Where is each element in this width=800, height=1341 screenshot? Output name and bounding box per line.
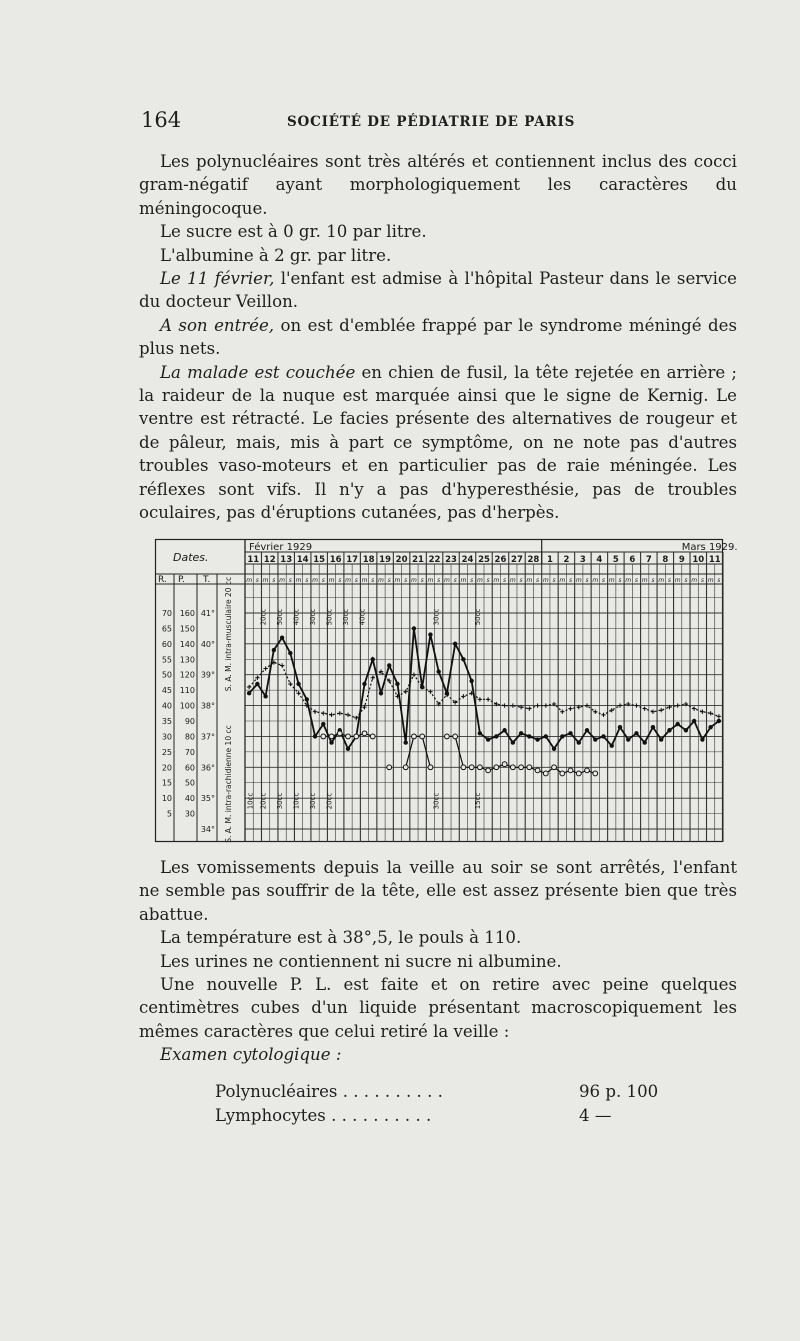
half-day-label: s xyxy=(371,577,375,584)
paragraph xyxy=(139,1043,737,1066)
temperature-point xyxy=(412,626,416,630)
pulse-point xyxy=(288,682,292,686)
chart-title: Dates. xyxy=(173,551,209,564)
dose-label: 40cc xyxy=(292,608,301,626)
pulse-point xyxy=(354,716,358,720)
temperature-point xyxy=(379,691,383,695)
temperature-point xyxy=(618,725,622,729)
respiration-point xyxy=(354,734,359,739)
half-day-label: m xyxy=(608,577,615,584)
temperature-point xyxy=(255,682,259,686)
resp-tick: 10 xyxy=(161,794,172,804)
respiration-point xyxy=(403,765,408,770)
half-day-label: m xyxy=(443,577,450,584)
paragraph: La température est à 38°,5, le pouls à 110. xyxy=(160,928,522,948)
half-day-label: s xyxy=(552,577,556,584)
pulse-point xyxy=(338,711,342,715)
pulse-point xyxy=(502,703,506,707)
half-day-label: s xyxy=(486,577,490,584)
respiration-point xyxy=(502,762,507,767)
pulse-point xyxy=(461,694,465,698)
dose-label: 10cc xyxy=(292,792,301,810)
temperature-point xyxy=(610,743,614,747)
date-label: 26 xyxy=(494,555,507,565)
pulse-tick: 90 xyxy=(184,717,195,726)
respiration-point xyxy=(337,731,342,736)
paragraph xyxy=(139,314,737,361)
pulse-point xyxy=(601,713,605,717)
temp-tick: 39° xyxy=(200,670,215,680)
resp-tick: 50 xyxy=(161,670,172,680)
temperature-point xyxy=(519,731,523,735)
pulse-point xyxy=(486,697,490,701)
dose-label: 50cc xyxy=(473,608,482,626)
respiration-point xyxy=(477,765,482,770)
respiration-point xyxy=(568,768,573,773)
dose-label: 50cc xyxy=(325,608,334,626)
half-day-label: m xyxy=(394,577,401,584)
pulse-tick: 50 xyxy=(184,778,195,788)
dose-label: 30cc xyxy=(308,608,317,626)
paragraph-text: on est d'emblée frappé par le syndrome méningé des plus nets. xyxy=(139,315,737,359)
temperature-point xyxy=(436,669,440,673)
pulse-point xyxy=(280,663,284,667)
temperature-point xyxy=(700,737,704,741)
half-day-label: m xyxy=(411,577,417,584)
date-label: 14 xyxy=(296,555,309,565)
half-day-label: m xyxy=(312,577,318,584)
temp-tick: 36° xyxy=(200,763,215,773)
dose-label: 30cc xyxy=(275,792,284,810)
pulse-point xyxy=(412,673,416,677)
dose-label: 30cc xyxy=(432,608,441,626)
pulse-point xyxy=(700,710,704,714)
half-day-label: s xyxy=(255,577,259,584)
half-day-label: s xyxy=(305,577,309,584)
respiration-point xyxy=(412,734,417,739)
dose-label: 15cc xyxy=(473,792,482,810)
pulse-point xyxy=(544,703,548,707)
half-day-label: m xyxy=(460,577,467,584)
pulse-point xyxy=(560,710,564,714)
paragraph: Les vomissements depuis la veille au soir se sont arrêtés, l'enfant ne semble pas souffrir de la tête, elle est assez présente bien que très abattue. xyxy=(139,858,737,924)
pulse-point xyxy=(346,713,350,717)
temperature-point xyxy=(535,737,539,741)
half-day-label: m xyxy=(493,577,500,584)
pulse-header: P. xyxy=(178,575,185,585)
respiration-point xyxy=(535,768,540,773)
cytology-row xyxy=(215,1080,675,1104)
date-label: 5 xyxy=(612,555,619,565)
dose-label: 30cc xyxy=(341,608,350,626)
respiration-point xyxy=(370,734,375,739)
respiration-point xyxy=(560,771,565,776)
half-day-label: s xyxy=(470,577,474,584)
respiration-point xyxy=(461,765,466,770)
half-day-label: m xyxy=(328,577,335,584)
pulse-point xyxy=(675,703,679,707)
pulse-point xyxy=(708,711,712,715)
dose-label: 10cc xyxy=(246,792,255,810)
resp-tick: 45 xyxy=(161,686,172,696)
temp-tick: 38° xyxy=(200,701,215,711)
pulse-point xyxy=(296,691,300,695)
respiration-point xyxy=(527,765,532,770)
half-day-label: s xyxy=(272,577,276,584)
date-label: 25 xyxy=(478,555,490,565)
pulse-point xyxy=(568,706,572,710)
date-label: 15 xyxy=(313,555,326,565)
page-header xyxy=(141,108,591,138)
temp-tick: 40° xyxy=(200,639,215,649)
temperature-point xyxy=(469,679,473,683)
temperature-point xyxy=(478,731,482,735)
temperature-point xyxy=(568,731,572,735)
half-day-label: m xyxy=(674,577,681,584)
half-day-label: m xyxy=(345,577,351,584)
temperature-point xyxy=(329,740,333,744)
date-label: 2 xyxy=(563,555,570,565)
date-label: 11 xyxy=(708,555,721,565)
half-day-label: s xyxy=(535,577,540,584)
temp-tick: 35° xyxy=(200,794,215,804)
pulse-point xyxy=(535,703,539,707)
resp-tick: 40 xyxy=(161,701,172,711)
date-label: 24 xyxy=(461,555,474,565)
temperature-point xyxy=(626,737,630,741)
half-day-label: s xyxy=(354,577,358,584)
pulse-point xyxy=(643,706,647,710)
resp-tick: 20 xyxy=(161,763,172,773)
pulse-point xyxy=(247,685,251,689)
half-day-label: m xyxy=(262,577,269,584)
paragraph xyxy=(139,267,737,314)
half-day-label: s xyxy=(288,577,292,584)
date-label: 19 xyxy=(379,555,392,565)
temperature-point xyxy=(280,635,284,639)
pulse-tick: 60 xyxy=(184,763,195,773)
half-day-label: s xyxy=(568,577,573,584)
temperature-point xyxy=(667,728,671,732)
pulse-tick: 40 xyxy=(184,794,195,804)
respiration-point xyxy=(486,768,491,773)
date-label: 9 xyxy=(678,555,685,565)
temperature-point xyxy=(527,734,531,738)
paragraph: Le sucre est à 0 gr. 10 par litre. xyxy=(160,222,427,242)
temperature-point xyxy=(708,725,712,729)
temperature-point xyxy=(305,697,309,701)
temp-tick: 34° xyxy=(200,825,215,834)
dose-label: 20cc xyxy=(325,792,334,810)
respiration-point xyxy=(420,734,425,739)
temperature-point xyxy=(404,740,408,744)
respiration-point xyxy=(510,765,515,770)
paragraph-text: l'enfant est admise à l'hôpital Pasteur dans le service du docteur Veillon. xyxy=(139,269,737,312)
date-label: 1 xyxy=(546,555,553,565)
paragraph: Les polynucléaires sont très altérés et contiennent inclus des cocci gram-négatif ayant morphologiquement les caractères du méningocoque. xyxy=(139,152,737,218)
temperature-point xyxy=(371,657,375,661)
date-label: 18 xyxy=(362,555,375,565)
respiration-point xyxy=(469,765,474,770)
respiration-point xyxy=(387,765,392,770)
pulse-point xyxy=(511,703,515,707)
resp-tick: 55 xyxy=(161,655,172,665)
half-day-label: s xyxy=(700,577,704,584)
date-label: 16 xyxy=(329,555,342,565)
half-day-label: s xyxy=(717,577,721,584)
cytology-value: 4 — xyxy=(579,1106,612,1125)
half-day-label: s xyxy=(684,577,688,584)
page-number: 164 xyxy=(141,108,182,132)
temperature-point xyxy=(321,722,325,726)
date-label: 7 xyxy=(645,555,652,565)
cytology-row xyxy=(215,1104,675,1128)
temperature-point xyxy=(395,682,399,686)
pulse-point xyxy=(321,711,325,715)
pulse-tick: 140 xyxy=(179,639,195,649)
half-day-label: s xyxy=(321,577,325,584)
respiration-point xyxy=(428,765,433,770)
half-day-label: s xyxy=(503,577,507,584)
resp-tick: 65 xyxy=(161,624,172,634)
pulse-tick: 160 xyxy=(179,609,195,618)
pulse-point xyxy=(659,708,663,712)
resp-tick: 35 xyxy=(161,717,172,726)
running-title: SOCIÉTÉ DE PÉDIATRIE DE PARIS xyxy=(287,114,576,130)
pulse-tick: 110 xyxy=(179,686,195,696)
half-day-label: m xyxy=(246,577,253,584)
half-day-label: m xyxy=(707,577,714,584)
temperature-point xyxy=(675,722,679,726)
half-day-label: s xyxy=(404,577,408,584)
date-label: 17 xyxy=(346,555,359,565)
half-day-label: m xyxy=(361,577,368,584)
half-day-label: m xyxy=(295,577,302,584)
temperature-point xyxy=(494,734,498,738)
italic-heading: Examen cytologique : xyxy=(160,1045,342,1065)
cytology-value: 96 p. 100 xyxy=(579,1082,659,1101)
half-day-label: m xyxy=(641,577,648,584)
respiration-point xyxy=(593,771,598,776)
half-day-label: m xyxy=(542,577,549,584)
resp-tick: 70 xyxy=(161,609,172,618)
half-day-label: s xyxy=(437,577,441,584)
temperature-point xyxy=(272,648,276,652)
respiration-point xyxy=(519,765,524,770)
half-day-label: s xyxy=(667,577,672,584)
intro-text xyxy=(139,150,737,525)
respiration-point xyxy=(585,768,590,773)
pulse-tick: 120 xyxy=(179,670,195,680)
pulse-point xyxy=(527,706,531,710)
temperature-point xyxy=(453,642,457,646)
half-day-label: m xyxy=(658,577,665,584)
temperature-point xyxy=(692,719,696,723)
dose-label: 40cc xyxy=(358,608,367,626)
half-day-label: m xyxy=(427,577,434,584)
pulse-tick: 150 xyxy=(179,624,195,634)
respiration-point xyxy=(552,765,557,770)
resp-header: R. xyxy=(158,575,167,585)
italic-lead: Le 11 février, xyxy=(160,269,275,289)
pulse-point xyxy=(313,710,317,714)
respiration-point xyxy=(362,731,367,736)
pulse-point xyxy=(651,710,655,714)
temperature-point xyxy=(560,734,564,738)
date-label: 20 xyxy=(395,555,408,565)
half-day-label: m xyxy=(575,577,582,584)
dose-label: 20cc xyxy=(259,608,268,626)
temperature-point xyxy=(717,719,721,723)
date-label: 8 xyxy=(662,555,669,565)
half-day-label: m xyxy=(592,577,599,584)
temperature-point xyxy=(461,657,465,661)
pulse-point xyxy=(255,676,259,680)
pulse-point xyxy=(717,714,721,718)
half-day-label: s xyxy=(519,577,523,584)
temperature-chart xyxy=(155,539,738,844)
half-day-label: s xyxy=(651,577,655,584)
half-day-label: s xyxy=(634,577,639,584)
temperature-point xyxy=(544,734,548,738)
pulse-tick: 100 xyxy=(179,701,195,711)
temperature-point xyxy=(684,728,688,732)
half-day-label: s xyxy=(338,577,342,584)
half-day-label: s xyxy=(618,577,622,584)
date-label: 23 xyxy=(445,555,457,565)
pulse-tick: 80 xyxy=(184,732,195,742)
respiration-point xyxy=(453,734,458,739)
pulse-tick: 30 xyxy=(184,809,195,819)
half-day-label: s xyxy=(420,577,424,584)
resp-tick: 25 xyxy=(161,747,172,757)
temperature-point xyxy=(247,691,251,695)
temperature-point xyxy=(511,740,515,744)
temperature-point xyxy=(593,737,597,741)
date-label: 4 xyxy=(596,555,603,565)
italic-lead: La malade est couchée xyxy=(160,362,356,382)
resp-tick: 15 xyxy=(161,778,172,788)
paragraph: L'albumine à 2 gr. par litre. xyxy=(160,245,392,265)
date-label: 13 xyxy=(280,555,293,565)
respiration-point xyxy=(494,765,499,770)
pulse-tick: 70 xyxy=(184,747,195,757)
paragraph xyxy=(139,361,737,525)
sam-upper-label: S. A. M. intra-musculaire 20 cc xyxy=(224,576,233,692)
half-day-label: m xyxy=(279,577,286,584)
pulse-tick: 130 xyxy=(179,655,195,665)
temperature-point xyxy=(659,737,663,741)
temperature-point xyxy=(577,740,581,744)
respiration-point xyxy=(576,771,581,776)
after-text xyxy=(139,856,737,1067)
resp-tick: 5 xyxy=(166,809,172,819)
month-label: Mars 1929. xyxy=(681,542,738,553)
respiration-point xyxy=(543,771,548,776)
half-day-label: m xyxy=(378,577,384,584)
italic-lead: A son entrée, xyxy=(160,315,275,335)
half-day-label: m xyxy=(526,577,533,584)
month-label: Février 1929 xyxy=(249,542,313,553)
temperature-point xyxy=(387,663,391,667)
temperature-point xyxy=(263,694,267,698)
date-label: 27 xyxy=(511,555,523,565)
half-day-label: m xyxy=(476,577,483,584)
respiration-point xyxy=(346,734,351,739)
pulse-point xyxy=(692,706,696,710)
half-day-label: m xyxy=(509,577,516,584)
half-day-label: m xyxy=(625,577,632,584)
dose-label: 50cc xyxy=(275,608,284,626)
date-label: 28 xyxy=(527,555,540,565)
cytology-label: Polynucléaires . . . . . . . . . . xyxy=(215,1082,443,1101)
paragraph-text: en chien de fusil, la tête rejetée en arrière ; la raideur de la nuque est marquée ainsi que le signe de Kernig. Le ventre est rétracté. Le facies présente des alternatives de rougeur et de pâleur, mais, mis à part ce symptôme, on ne note pas d'autres troubles vaso-moteurs et en particulier pas de raie méningée. Les réflexes sont vifs. Il n'y a pas d'hyperesthésie, pas de troubles oculaires, pas d'éruptions cutanées, pas d'herpès. xyxy=(139,362,737,523)
temperature-point xyxy=(346,747,350,751)
pulse-point xyxy=(593,710,597,714)
temp-tick: 41° xyxy=(200,609,215,618)
paragraph: Les urines ne contiennent ni sucre ni albumine. xyxy=(160,951,562,971)
cytology-label: Lymphocytes . . . . . . . . . . xyxy=(215,1106,432,1125)
half-day-label: s xyxy=(585,577,589,584)
temperature-point xyxy=(634,731,638,735)
pulse-point xyxy=(371,676,375,680)
paragraph: Une nouvelle P. L. est faite et on retire avec peine quelques centimètres cubes d'un liquide présentant macroscopiquement les mêmes caractères que celui retiré la veille : xyxy=(139,975,737,1041)
dose-label: 20cc xyxy=(259,792,268,810)
temperature-point xyxy=(502,728,506,732)
temperature-point xyxy=(313,734,317,738)
date-label: 10 xyxy=(692,555,705,565)
temperature-point xyxy=(601,734,605,738)
temp-tick: 37° xyxy=(200,732,215,742)
resp-tick: 30 xyxy=(161,732,172,742)
half-day-label: m xyxy=(691,577,698,584)
temperature-point xyxy=(651,725,655,729)
dose-label: 30cc xyxy=(432,792,441,810)
date-label: 22 xyxy=(428,555,441,565)
date-label: 3 xyxy=(579,555,586,565)
respiration-point xyxy=(445,734,450,739)
pulse-point xyxy=(329,713,333,717)
date-label: 11 xyxy=(247,555,260,565)
half-day-label: m xyxy=(559,577,566,584)
half-day-label: s xyxy=(387,577,391,584)
pulse-point xyxy=(478,697,482,701)
date-label: 6 xyxy=(629,555,636,565)
resp-tick: 60 xyxy=(161,639,172,649)
cytology-table xyxy=(215,1080,675,1128)
dose-label: 30cc xyxy=(308,792,317,810)
pulse-point xyxy=(634,703,638,707)
half-day-label: s xyxy=(453,577,457,584)
temperature-point xyxy=(552,747,556,751)
respiration-point xyxy=(329,734,334,739)
temperature-point xyxy=(643,740,647,744)
half-day-label: s xyxy=(601,577,606,584)
pulse-point xyxy=(263,666,267,670)
date-label: 12 xyxy=(263,555,276,565)
temperature-point xyxy=(362,682,366,686)
temperature-point xyxy=(428,632,432,636)
temperature-point xyxy=(296,682,300,686)
temp-header: T. xyxy=(203,575,211,585)
respiration-point xyxy=(321,734,326,739)
temperature-point xyxy=(486,737,490,741)
sam-lower-label: S. A. M. intra-rachidienne 10 cc xyxy=(224,725,233,843)
temperature-point xyxy=(288,651,292,655)
temperature-point xyxy=(585,728,589,732)
date-label: 21 xyxy=(412,555,424,565)
